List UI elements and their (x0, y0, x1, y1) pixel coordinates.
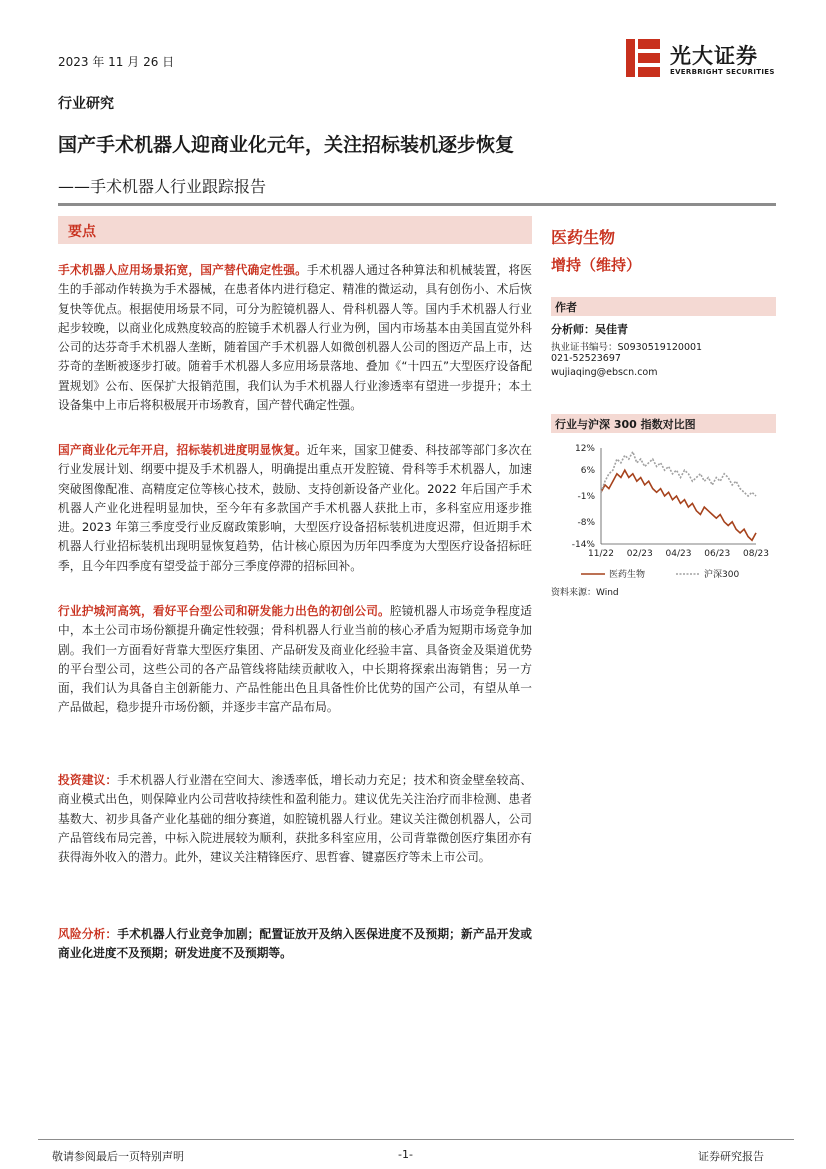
paragraph-text: 手术机器人通过各种算法和机械装置，将医生的手部动作转换为手术器械，在患者体内进行稳定、精准的微运动，具有创伤小、术后恢复快等优点。根据使用场景不同，可分为腔镜机器人、骨科机器人等。国内手术机器人行业起步较晚，以商业化成熟度较高的腔镜手术机器人行业为例，国内市场基本由美国直觉外科公司的达芬奇手术机器人垄断，随着国产手术机器人如微创机器人公司的图迈产品上市，达芬奇的垄断被逐步打破。随着手术机器人多应用场景落地、叠加《“十四五”大型医疗设备配置规划》公布、医保扩大报销范围，我们认为手术机器人行业渗透率有望进一步提升；本土设备集中上市后将积极展开市场教育，国产替代确定性强。 (58, 263, 532, 413)
y-tick-label: -1% (577, 492, 595, 502)
footer-divider (38, 1139, 794, 1140)
license-number: 执业证书编号：S0930519120001 (551, 342, 703, 353)
footer-report-type: 证券研究报告 (698, 1150, 764, 1163)
paragraph-lead: 风险分析： (58, 927, 118, 941)
page-number: -1- (398, 1148, 413, 1161)
paragraph-lead: 行业护城河高筑，看好平台型公司和研发能力出色的初创公司。 (58, 604, 390, 618)
x-tick-label: 11/22 (588, 549, 614, 559)
key-points-heading: 要点 (68, 224, 96, 240)
chart-header (551, 414, 776, 433)
brand-name-en: EVERBRIGHT SECURITIES (670, 68, 775, 76)
author-heading: 作者 (555, 301, 577, 314)
x-tick-label: 04/23 (665, 549, 692, 559)
x-tick-label: 08/23 (743, 549, 769, 559)
paragraph-text: 近年来，国家卫健委、科技部等部门多次在行业发展计划、纲要中提及手术机器人，明确提出重点开发腔镜、骨科等手术机器人，加速突破图像配准、高精度定位等核心技术，鼓励、支持创新设备产业化。2022 年后国产手术机器人产业化进程明显加快，至今年有多款国产手术机器人获批上市，多科室应用逐步推进。2023 年第三季度受行业反腐政策影响，大型医疗设备招标装机进度迟滞，但近期手术机器人行业招标装机出现明显恢复趋势，估计核心原因为历年四季度为大型医疗设备招标旺季，且今年四季度有望受益于部分三季度停滞的招标回补。 (58, 443, 532, 573)
x-tick-label: 02/23 (626, 549, 653, 559)
report-date: 2023 年 11 月 26 日 (58, 55, 175, 69)
y-tick-label: -14% (571, 540, 595, 550)
chart-source: 资料来源：Wind (551, 588, 619, 598)
paragraph-lead: 手术机器人应用场景拓宽，国产替代确定性强。 (58, 263, 307, 277)
report-title: 国产手术机器人迎商业化元年，关注招标装机逐步恢复 (58, 134, 515, 156)
y-tick-label: 12% (574, 444, 595, 454)
paragraph-text: 手术机器人行业竞争加剧；配置证放开及纳入医保进度不及预期；新产品开发或商业化进度不及预期；研发进度不及预期等。 (58, 927, 532, 961)
author-header (551, 297, 776, 316)
analyst-name: 分析师：吴佳青 (551, 323, 628, 336)
x-tick-label: 06/23 (704, 549, 731, 559)
y-tick-label: -8% (577, 517, 595, 528)
logo-mark (626, 39, 635, 77)
paragraph-text: 腔镜机器人市场竞争程度适中，本土公司市场份额提升确定性较强；骨科机器人行业当前的核心矛盾为短期市场竞争加剧。我们一方面看好背靠大型医疗集团、产品研发及商业化经验丰富、具备资金及渠道优势的平台型公司，这些公司的各产品管线将陆续贡献收入，中长期将探索出海销售；另一方面，我们认为具备自主创新能力、产品性能出色且具备性价比优势的国产公司，有望从单一产品做起，稳步提升市场份额，并逐步丰富产品布局。 (58, 604, 532, 715)
paragraph-investment (58, 771, 532, 867)
y-tick-label: 6% (580, 466, 595, 477)
footer-disclaimer: 敬请参阅最后一页特别声明 (52, 1150, 184, 1163)
header-divider (58, 203, 776, 206)
report-category: 行业研究 (58, 96, 114, 112)
series-line-2 (601, 452, 756, 496)
phone-number: 021-52523697 (551, 353, 621, 364)
paragraph-lead: 国产商业化元年开启，招标装机进度明显恢复。 (58, 443, 307, 457)
paragraph-commercialization (58, 441, 532, 576)
rating: 增持（维持） (551, 256, 642, 274)
series-line-1 (601, 470, 756, 540)
paragraph-text: 手术机器人行业潜在空间大、渗透率低，增长动力充足；技术和资金壁垒较高、商业模式出色，则保障业内公司营收持续性和盈利能力。建议优先关注治疗而非检测、患者基数大、初步具备产业化基础的细分赛道，如腔镜机器人行业。建议关注微创机器人，公司产品管线布局完善，中标入院进展较为顺利，获批多科室应用，公司背靠微创医疗集团亦有获得海外收入的潜力。此外，建议关注精锋医疗、思哲睿、键嘉医疗等未上市公司。 (58, 773, 532, 865)
sector-name: 医药生物 (551, 228, 616, 247)
paragraph-moat (58, 602, 532, 718)
paragraph-lead: 投资建议： (58, 773, 118, 787)
email-address: wujiaqing@ebscn.com (551, 367, 658, 378)
paragraph-application (58, 261, 532, 415)
legend-label: 沪深300 (704, 570, 740, 580)
legend-label: 医药生物 (609, 570, 646, 580)
index-comparison-chart (551, 436, 776, 586)
paragraph-risk (58, 925, 532, 964)
report-subtitle: ——手术机器人行业跟踪报告 (58, 177, 267, 196)
chart-heading: 行业与沪深 300 指数对比图 (555, 418, 696, 431)
key-points-header (58, 216, 532, 244)
brand-name-cn: 光大证券 (670, 44, 758, 68)
